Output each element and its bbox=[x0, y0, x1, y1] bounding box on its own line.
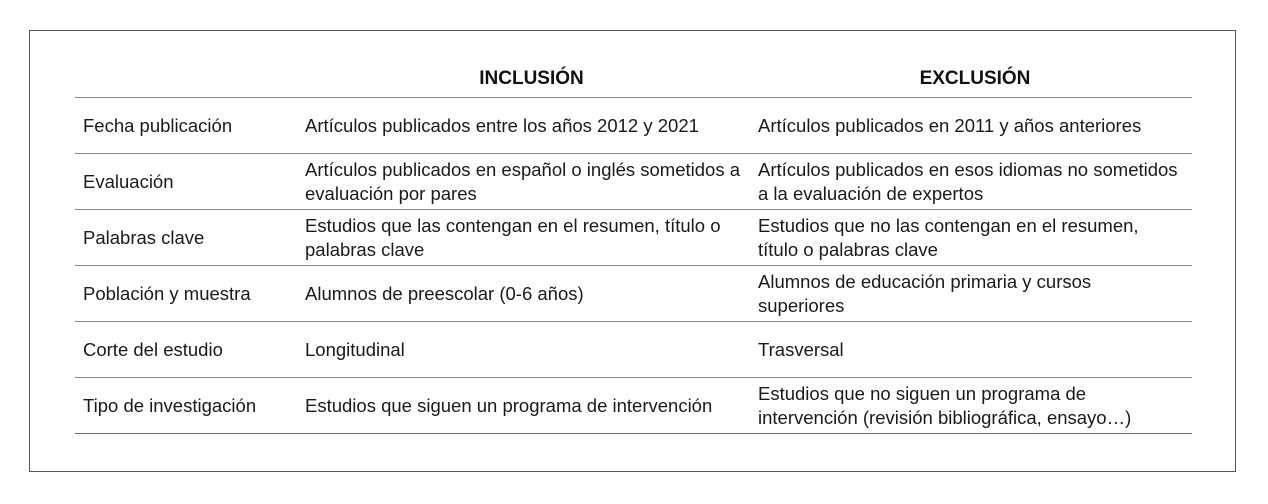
inclusion-cell: Longitudinal bbox=[305, 322, 758, 378]
header-row bbox=[75, 60, 1192, 98]
criterion-cell: Fecha publicación bbox=[75, 98, 305, 154]
table-row bbox=[75, 98, 1192, 154]
exclusion-cell: Estudios que no las contengan en el resumen, título o palabras clave bbox=[758, 210, 1192, 266]
criteria-table bbox=[75, 60, 1192, 434]
table-row bbox=[75, 322, 1192, 378]
exclusion-cell: Alumnos de educación primaria y cursos superiores bbox=[758, 266, 1192, 322]
criterion-cell: Corte del estudio bbox=[75, 322, 305, 378]
inclusion-cell: Alumnos de preescolar (0-6 años) bbox=[305, 266, 758, 322]
criterion-cell: Población y muestra bbox=[75, 266, 305, 322]
header-inclusion: INCLUSIÓN bbox=[305, 60, 758, 98]
exclusion-cell: Estudios que no siguen un programa de intervención (revisión bibliográfica, ensayo…) bbox=[758, 378, 1192, 434]
exclusion-cell: Artículos publicados en esos idiomas no sometidos a la evaluación de expertos bbox=[758, 154, 1192, 210]
header-criterion bbox=[75, 60, 305, 98]
header-exclusion: EXCLUSIÓN bbox=[758, 60, 1192, 98]
table-row bbox=[75, 378, 1192, 434]
inclusion-cell: Artículos publicados en español o inglés sometidos a evaluación por pares bbox=[305, 154, 758, 210]
criterion-cell: Evaluación bbox=[75, 154, 305, 210]
inclusion-cell: Estudios que las contengan en el resumen, título o palabras clave bbox=[305, 210, 758, 266]
exclusion-cell: Artículos publicados en 2011 y años anteriores bbox=[758, 98, 1192, 154]
inclusion-cell: Estudios que siguen un programa de intervención bbox=[305, 378, 758, 434]
table-row bbox=[75, 210, 1192, 266]
table-row bbox=[75, 266, 1192, 322]
criterion-cell: Tipo de investigación bbox=[75, 378, 305, 434]
inclusion-cell: Artículos publicados entre los años 2012 y 2021 bbox=[305, 98, 758, 154]
table-row bbox=[75, 154, 1192, 210]
criterion-cell: Palabras clave bbox=[75, 210, 305, 266]
exclusion-cell: Trasversal bbox=[758, 322, 1192, 378]
